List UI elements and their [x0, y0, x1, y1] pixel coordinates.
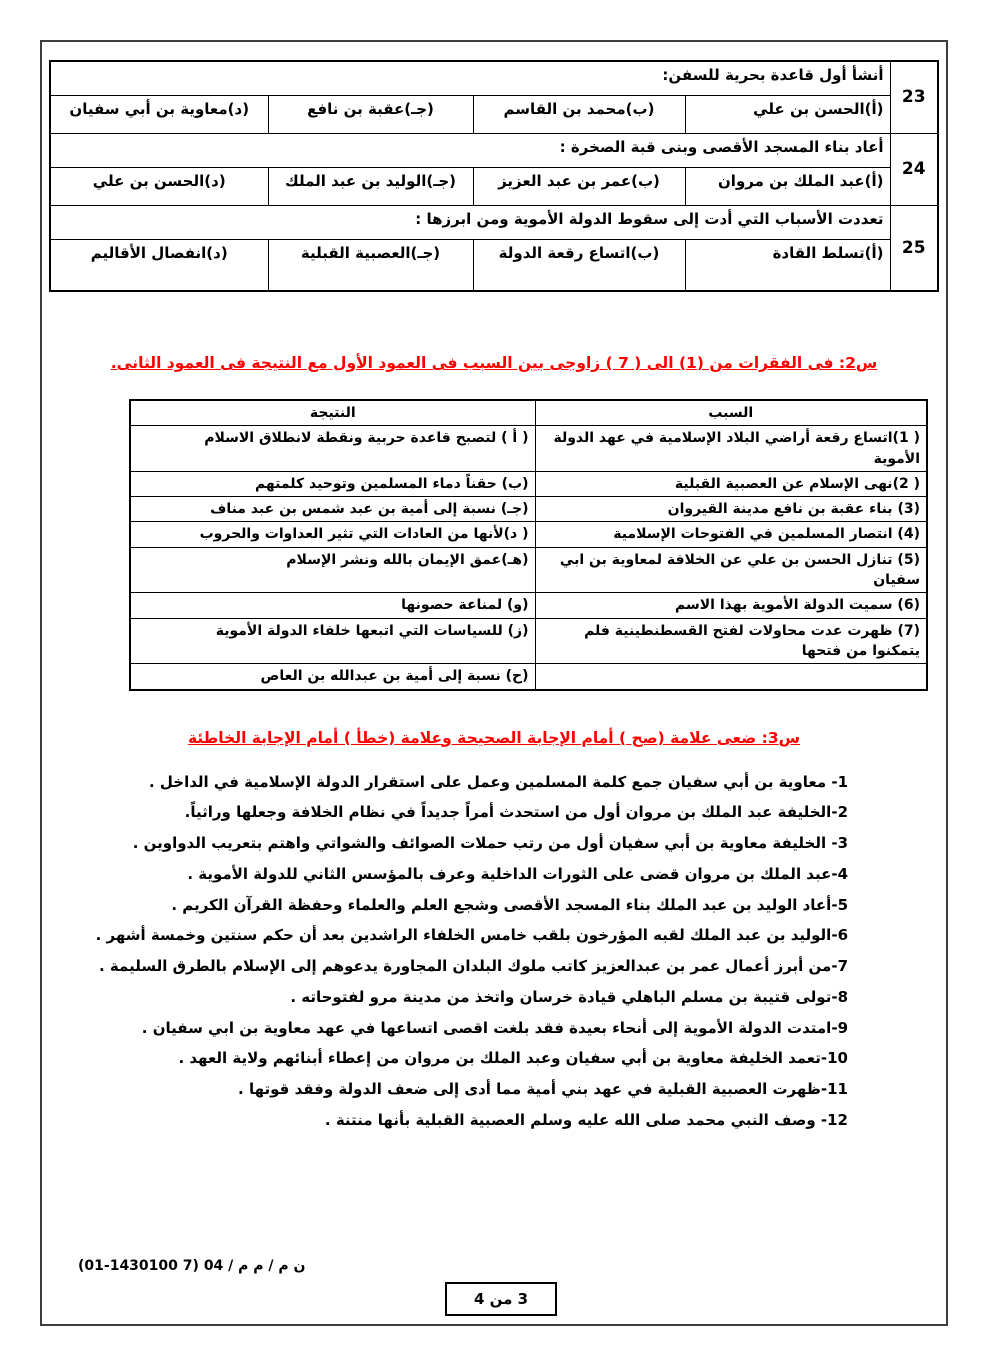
cause-cell: ( 2)نهى الإسلام عن العصبية القبلية: [535, 471, 927, 496]
option-b: (ب)اتساع رقعة الدولة: [473, 239, 685, 291]
table-header-row: [130, 400, 927, 426]
option-c: (جـ)الوليد بن عبد الملك: [268, 167, 473, 205]
option-a: (أ)تسلط القادة: [685, 239, 890, 291]
option-a: (أ)عبد الملك بن مروان: [685, 167, 890, 205]
question-number: 23: [890, 61, 938, 133]
matching-table: [129, 399, 928, 691]
option-c: (جـ)العصبية القبلية: [268, 239, 473, 291]
option-d: (د)انفصال الأقاليم: [50, 239, 268, 291]
table-row: [50, 167, 938, 205]
option-d: (د)معاوية بن أبي سفيان: [50, 95, 268, 133]
cause-cell: (4) انتصار المسلمين في الفتوحات الإسلامية: [535, 522, 927, 547]
question-text: أعاد بناء المسجد الأقصى وبنى قبة الصخرة :: [50, 133, 890, 167]
table-row: [130, 618, 927, 664]
list-item: 3- الخليفة معاوية بن أبي سفيان أول من رتب حملات الصوائف والشواتي واهتم بتعريب الدواوين .: [132, 834, 848, 853]
result-cell: (جـ) نسبة إلى أمية بن عبد شمس بن عبد مناف: [130, 497, 535, 522]
table-row: [130, 471, 927, 496]
cause-cell: (3) بناء عقبة بن نافع مدينة القيروان: [535, 497, 927, 522]
result-cell: (و) لمناعة حصونها: [130, 593, 535, 618]
cause-column-header: السبب: [535, 400, 927, 426]
list-item: 10-تعمد الخليفة معاوية بن أبي سفيان وعبد الملك بن مروان من إعطاء أبنائهم ولاية العهد .: [178, 1049, 848, 1068]
result-cell: ( أ ) لتصبح قاعدة حربية ونقطة لانطلاق الاسلام: [130, 426, 535, 472]
result-column-header: النتيجة: [130, 400, 535, 426]
table-row: [130, 593, 927, 618]
option-c: (جـ)عقبة بن نافع: [268, 95, 473, 133]
cause-cell: (5) تنازل الحسن بن علي عن الخلافة لمعاوية بن ابي سفيان: [535, 547, 927, 593]
page-border-frame: [40, 40, 948, 1326]
list-item: 9-امتدت الدولة الأموية إلى أنحاء بعيدة فقد بلغت اقصى اتساعها في عهد معاوية بن ابي سفيان .: [141, 1018, 848, 1037]
question-number: 25: [890, 205, 938, 291]
list-item: 5-أعاد الوليد بن عبد الملك بناء المسجد الأقصى وشجع العلم والعلماء وحفظة القرآن الكريم .: [171, 895, 848, 914]
statement-list: [72, 773, 848, 1130]
result-cell: ( د)لأنها من العادات التي تثير العداوات والحروب: [130, 522, 535, 547]
question-text: تعددت الأسباب التي أدت إلى سقوط الدولة الأموية ومن ابرزها :: [50, 205, 890, 239]
list-item: 2-الخليفة عبد الملك بن مروان أول من استحدث أمراً جديداً في نظام الخلافة وجعلها وراثياً.: [184, 803, 848, 822]
table-row: [130, 426, 927, 472]
document-code: ن م / م م / 04 (7 1430100-01): [78, 1258, 306, 1274]
cause-cell: [535, 664, 927, 690]
table-row: [50, 133, 938, 167]
cause-cell: ( 1)اتساع رقعة أراضي البلاد الإسلامية في عهد الدولة الأموية: [535, 426, 927, 472]
cause-cell: (6) سميت الدولة الأموية بهذا الاسم: [535, 593, 927, 618]
list-item: 11-ظهرت العصبية القبلية في عهد بني أمية مما أدى إلى ضعف الدولة وفقد قوتها .: [238, 1080, 848, 1099]
table-row: [50, 239, 938, 291]
page-number: 3 من 4: [473, 1290, 529, 1308]
result-cell: (هـ)عمق الإيمان بالله ونشر الإسلام: [130, 547, 535, 593]
list-item: 8-تولى قتيبة بن مسلم الباهلي قيادة خرسان واتخذ من مدينة مرو لفتوحاته .: [290, 987, 848, 1006]
table-row: [50, 95, 938, 133]
option-b: (ب)محمد بن القاسم: [473, 95, 685, 133]
list-item: 6-الوليد بن عبد الملك لقبه المؤرخون بلقب خامس الخلفاء الراشدين بعد أن حكم سنتين وخمسة أشهر .: [95, 926, 848, 945]
section3-heading: س3: ضعى علامة (صح ) أمام الإجابة الصحيحة وعلامة (خطأ ) أمام الإجابة الخاطئة: [187, 728, 801, 747]
page-number-box: [445, 1282, 557, 1316]
list-item: 1- معاوية بن أبي سفيان جمع كلمة المسلمين وعمل على استقرار الدولة الإسلامية في الداخل .: [148, 772, 848, 791]
result-cell: (ز) للسياسات التي اتبعها خلفاء الدولة الأموية: [130, 618, 535, 664]
section2-heading: س2: فى الفقرات من (1) الى ( 7 ) زاوجى بين السبب فى العمود الأول مع النتيجة فى العمود الثانى.: [110, 354, 878, 372]
question-number: 24: [890, 133, 938, 205]
option-a: (أ)الحسن بن علي: [685, 95, 890, 133]
table-row: [130, 664, 927, 690]
table-row: [130, 497, 927, 522]
question-text: أنشأ أول قاعدة بحرية للسفن:: [50, 61, 890, 95]
list-item: 4-عبد الملك بن مروان قضى على الثورات الداخلية وعرف بالمؤسس الثاني للدولة الأموية .: [187, 864, 848, 883]
result-cell: (ح) نسبة إلى أمية بن عبدالله بن العاص: [130, 664, 535, 690]
list-item: 7-من أبرز أعمال عمر بن عبدالعزيز كاتب ملوك البلدان المجاورة يدعوهم إلى الإسلام بالطرق السليمة .: [99, 957, 848, 976]
result-cell: (ب) حقناً دماء المسلمين وتوحيد كلمتهم: [130, 471, 535, 496]
table-row: [130, 547, 927, 593]
option-b: (ب)عمر بن عبد العزيز: [473, 167, 685, 205]
table-row: [130, 522, 927, 547]
option-d: (د)الحسن بن علي: [50, 167, 268, 205]
table-row: [50, 61, 938, 95]
cause-cell: (7) ظهرت عدت محاولات لفتح القسطنطينية فلم يتمكنوا من فتحها: [535, 618, 927, 664]
table-row: [50, 205, 938, 239]
list-item: 12- وصف النبي محمد صلى الله عليه وسلم العصبية القبلية بأنها منتنة .: [324, 1110, 848, 1129]
mcq-table: [49, 60, 939, 292]
